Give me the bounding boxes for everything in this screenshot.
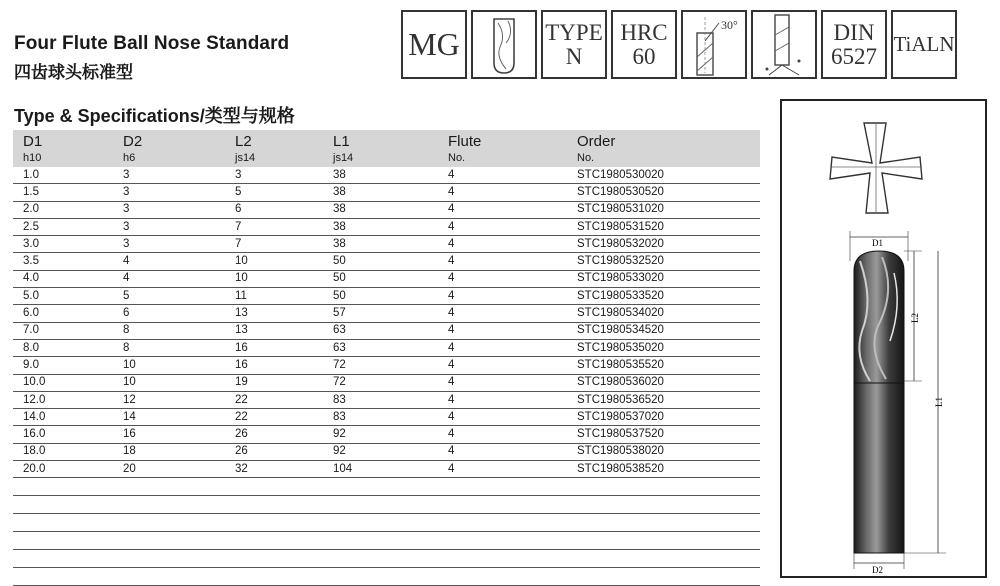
table-cell <box>567 514 760 532</box>
table-cell: 50 <box>323 270 438 287</box>
svg-text:30°: 30° <box>721 17 738 32</box>
table-cell: 10 <box>225 253 323 270</box>
table-cell: 2.5 <box>13 218 113 235</box>
table-cell: 8 <box>113 339 225 356</box>
table-cell: 11 <box>225 288 323 305</box>
table-cell: 10.0 <box>13 374 113 391</box>
table-cell: STC1980536020 <box>567 374 760 391</box>
table-cell: STC1980530020 <box>567 167 760 184</box>
table-cell <box>323 514 438 532</box>
table-cell <box>113 496 225 514</box>
table-cell: 20.0 <box>13 461 113 478</box>
table-cell <box>225 532 323 550</box>
table-cell: 50 <box>323 288 438 305</box>
empty-table-row <box>13 514 760 532</box>
table-cell: 63 <box>323 339 438 356</box>
table-cell: STC1980537020 <box>567 409 760 426</box>
table-cell: 16.0 <box>13 426 113 443</box>
end-view-drawing <box>830 123 922 213</box>
table-cell: 8.0 <box>13 339 113 356</box>
table-cell: 3 <box>113 236 225 253</box>
l2-label: L2 <box>910 313 920 323</box>
table-cell: 4 <box>438 322 567 339</box>
table-cell: 38 <box>323 236 438 253</box>
table-cell: STC1980533020 <box>567 270 760 287</box>
empty-table-row <box>13 478 760 496</box>
dimension-l2 <box>904 251 922 381</box>
cutting-head <box>854 251 904 383</box>
specifications-table <box>13 130 760 586</box>
mg-badge: MG <box>401 10 467 79</box>
table-body <box>13 167 760 586</box>
table-cell <box>438 532 567 550</box>
table-cell <box>113 478 225 496</box>
table-cell: STC1980538520 <box>567 461 760 478</box>
table-row <box>13 443 760 460</box>
table-cell <box>113 550 225 568</box>
table-cell <box>438 550 567 568</box>
table-cell: STC1980534020 <box>567 305 760 322</box>
table-cell: 20 <box>113 461 225 478</box>
table-cell: 6.0 <box>13 305 113 322</box>
table-cell: 3 <box>113 218 225 235</box>
table-cell <box>438 568 567 586</box>
tool-diagram <box>780 99 987 578</box>
table-cell <box>438 478 567 496</box>
table-cell: 38 <box>323 184 438 201</box>
table-cell: 6 <box>113 305 225 322</box>
table-cell <box>225 514 323 532</box>
table-cell: 14 <box>113 409 225 426</box>
table-cell: 38 <box>323 167 438 184</box>
table-cell: 12 <box>113 391 225 408</box>
table-cell: 3 <box>113 167 225 184</box>
table-cell: STC1980531520 <box>567 218 760 235</box>
table-cell: 22 <box>225 409 323 426</box>
table-cell: STC1980535520 <box>567 357 760 374</box>
table-header <box>13 130 760 167</box>
table-cell: 3.0 <box>13 236 113 253</box>
table-row <box>13 357 760 374</box>
table-cell <box>225 478 323 496</box>
empty-table-row <box>13 532 760 550</box>
table-cell: STC1980532520 <box>567 253 760 270</box>
table-cell <box>13 532 113 550</box>
table-row <box>13 339 760 356</box>
table-cell: 4 <box>438 374 567 391</box>
table-row <box>13 409 760 426</box>
table-cell: 14.0 <box>13 409 113 426</box>
table-cell <box>113 514 225 532</box>
table-cell: 4 <box>438 339 567 356</box>
table-row <box>13 374 760 391</box>
table-cell: 26 <box>225 426 323 443</box>
table-cell <box>567 478 760 496</box>
table-cell <box>13 514 113 532</box>
table-row <box>13 322 760 339</box>
table-cell <box>323 568 438 586</box>
table-cell: 1.0 <box>13 167 113 184</box>
table-cell: 4 <box>438 218 567 235</box>
table-cell: 22 <box>225 391 323 408</box>
table-cell: 9.0 <box>13 357 113 374</box>
feature-icons <box>401 10 957 79</box>
table-cell <box>323 532 438 550</box>
table-cell: 4 <box>438 270 567 287</box>
table-cell: 10 <box>113 374 225 391</box>
column-header-flute: Flute No. <box>438 130 567 167</box>
table-cell: 10 <box>225 270 323 287</box>
dimension-d2 <box>854 553 904 575</box>
table-cell: STC1980531020 <box>567 201 760 218</box>
table-cell <box>225 496 323 514</box>
table-cell: STC1980537520 <box>567 426 760 443</box>
table-cell: 4 <box>438 443 567 460</box>
table-cell: 4 <box>438 167 567 184</box>
table-cell <box>113 568 225 586</box>
table-cell: 18 <box>113 443 225 460</box>
specifications-heading: Type & Specifications/类型与规格 <box>14 106 295 126</box>
table-cell: 1.5 <box>13 184 113 201</box>
table-cell: 4 <box>438 426 567 443</box>
d2-label: D2 <box>872 565 883 575</box>
table-cell <box>323 478 438 496</box>
table-cell: 5.0 <box>13 288 113 305</box>
table-cell: 6 <box>225 201 323 218</box>
table-cell: 4 <box>438 357 567 374</box>
table-cell <box>113 532 225 550</box>
table-cell: 92 <box>323 426 438 443</box>
column-header-l1: L1 js14 <box>323 130 438 167</box>
table-cell: 83 <box>323 391 438 408</box>
dimension-l1 <box>904 251 946 553</box>
d1-label: D1 <box>872 238 883 248</box>
column-header-d2: D2 h6 <box>113 130 225 167</box>
table-cell: 26 <box>225 443 323 460</box>
empty-table-row <box>13 496 760 514</box>
shank <box>854 383 904 553</box>
table-cell: 3.5 <box>13 253 113 270</box>
table-row <box>13 288 760 305</box>
table-cell: 4 <box>113 270 225 287</box>
l1-label: L1 <box>934 397 944 407</box>
type-badge: TYPE N <box>541 10 607 79</box>
table-cell: STC1980530520 <box>567 184 760 201</box>
table-cell: 10 <box>113 357 225 374</box>
table-cell: 16 <box>225 357 323 374</box>
table-cell: 4 <box>113 253 225 270</box>
table-cell: 4 <box>438 253 567 270</box>
table-cell <box>567 532 760 550</box>
din-badge: DIN 6527 <box>821 10 887 79</box>
table-cell: 19 <box>225 374 323 391</box>
table-cell <box>13 478 113 496</box>
table-cell: 4.0 <box>13 270 113 287</box>
table-cell: STC1980532020 <box>567 236 760 253</box>
table-cell: 72 <box>323 374 438 391</box>
table-cell: 104 <box>323 461 438 478</box>
table-cell: 7 <box>225 236 323 253</box>
table-cell: 50 <box>323 253 438 270</box>
table-cell <box>323 550 438 568</box>
table-cell: 3 <box>225 167 323 184</box>
table-row <box>13 236 760 253</box>
empty-table-row <box>13 568 760 586</box>
table-cell: 12.0 <box>13 391 113 408</box>
table-cell: 83 <box>323 409 438 426</box>
table-cell: 38 <box>323 201 438 218</box>
table-cell <box>567 496 760 514</box>
table-cell <box>323 496 438 514</box>
table-cell: 92 <box>323 443 438 460</box>
table-cell: 5 <box>225 184 323 201</box>
table-cell: 4 <box>438 288 567 305</box>
table-row <box>13 461 760 478</box>
table-cell: 2.0 <box>13 201 113 218</box>
table-cell: 4 <box>438 461 567 478</box>
table-cell <box>13 568 113 586</box>
table-cell: 4 <box>438 409 567 426</box>
table-cell: 4 <box>438 391 567 408</box>
table-cell: STC1980535020 <box>567 339 760 356</box>
table-cell: 4 <box>438 305 567 322</box>
table-row <box>13 218 760 235</box>
column-header-order: Order No. <box>567 130 760 167</box>
table-cell: 3 <box>113 184 225 201</box>
table-cell: 7 <box>225 218 323 235</box>
table-cell: 13 <box>225 305 323 322</box>
table-cell: STC1980533520 <box>567 288 760 305</box>
table-row <box>13 253 760 270</box>
table-cell: 4 <box>438 201 567 218</box>
empty-table-row <box>13 550 760 568</box>
table-cell: STC1980534520 <box>567 322 760 339</box>
page-title: Four Flute Ball Nose Standard <box>14 33 290 54</box>
table-cell <box>567 550 760 568</box>
table-cell: 4 <box>438 184 567 201</box>
table-cell: 63 <box>323 322 438 339</box>
column-header-l2: L2 js14 <box>225 130 323 167</box>
table-cell: 18.0 <box>13 443 113 460</box>
table-cell: 4 <box>438 236 567 253</box>
table-cell: 3 <box>113 201 225 218</box>
table-cell <box>225 568 323 586</box>
table-row <box>13 167 760 184</box>
table-row <box>13 184 760 201</box>
tolerance-icon <box>751 10 817 79</box>
table-cell <box>13 550 113 568</box>
helix-angle-icon <box>681 10 747 79</box>
table-cell: 72 <box>323 357 438 374</box>
table-cell <box>438 496 567 514</box>
table-cell: 13 <box>225 322 323 339</box>
ball-nose-tool-icon <box>471 10 537 79</box>
table-cell: 32 <box>225 461 323 478</box>
table-cell: 57 <box>323 305 438 322</box>
table-cell <box>438 514 567 532</box>
page-subtitle: 四齿球头标准型 <box>14 63 133 82</box>
table-row <box>13 201 760 218</box>
table-cell: 16 <box>225 339 323 356</box>
table-cell: 7.0 <box>13 322 113 339</box>
table-row <box>13 426 760 443</box>
coating-badge: TiALN <box>891 10 957 79</box>
table-cell: 38 <box>323 218 438 235</box>
table-cell: STC1980538020 <box>567 443 760 460</box>
table-row <box>13 305 760 322</box>
table-cell: 16 <box>113 426 225 443</box>
table-cell <box>13 496 113 514</box>
table-row <box>13 270 760 287</box>
table-cell <box>567 568 760 586</box>
hrc-badge: HRC 60 <box>611 10 677 79</box>
table-cell <box>225 550 323 568</box>
table-cell: STC1980536520 <box>567 391 760 408</box>
table-cell: 8 <box>113 322 225 339</box>
column-header-d1: D1 h10 <box>13 130 113 167</box>
table-row <box>13 391 760 408</box>
table-cell: 5 <box>113 288 225 305</box>
